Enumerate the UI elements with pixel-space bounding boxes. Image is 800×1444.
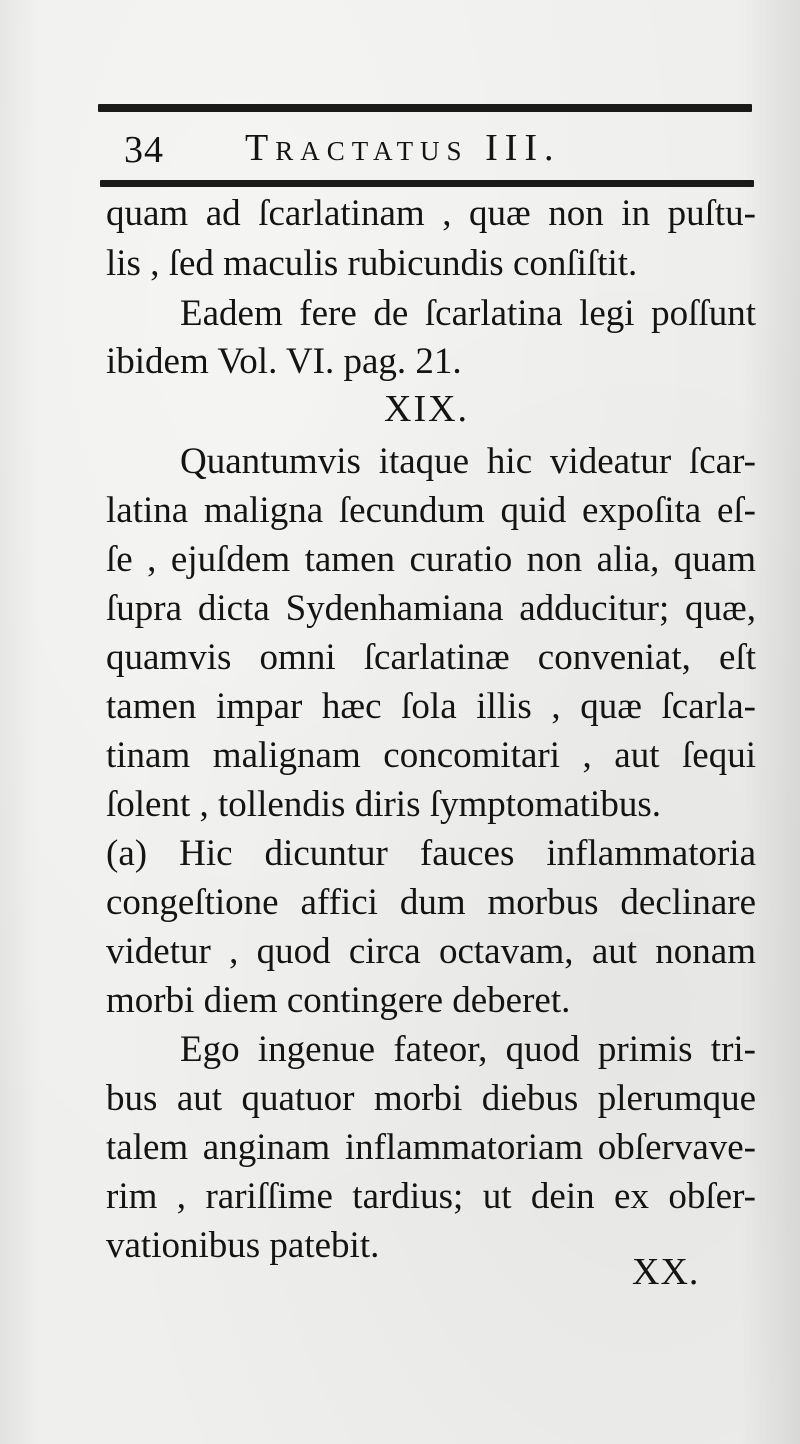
text-line: talem anginam inflammatoriam obſervave- bbox=[106, 1127, 756, 1168]
text-line: ſupra dicta Sydenhamiana adducitur; quæ, bbox=[106, 588, 756, 629]
text-line: latina maligna ſecundum quid expoſita eſ- bbox=[106, 490, 756, 531]
page-number: 34 bbox=[124, 129, 164, 171]
text-line: quamvis omni ſcarlatinæ conveniat, eſt bbox=[106, 637, 756, 678]
footnote-line: congeſtione affici dum morbus declinare bbox=[106, 882, 756, 923]
footnote-line: videtur , quod circa octavam, aut nonam bbox=[106, 931, 756, 972]
section-numeral: XIX. bbox=[384, 388, 470, 430]
footnote-line: (a) Hic dicuntur fauces inflammatoria bbox=[106, 833, 756, 874]
text-line: tamen impar hæc ſola illis , quæ ſcarla- bbox=[106, 686, 756, 727]
text-line: Ego ingenue fateor, quod primis tri- bbox=[180, 1029, 756, 1070]
text-line: Eadem fere de ſcarlatina legi poſſunt bbox=[180, 293, 756, 334]
catchword: XX. bbox=[632, 1251, 700, 1293]
running-head: Tractatus III. bbox=[245, 127, 561, 169]
text-line: bus aut quatuor morbi diebus plerumque bbox=[106, 1078, 756, 1119]
footnote-line: morbi diem contingere deberet. bbox=[106, 980, 571, 1021]
text-line: ibidem Vol. VI. pag. 21. bbox=[106, 341, 462, 382]
header-rule-bottom bbox=[100, 180, 754, 187]
text-line: Quantumvis itaque hic videatur ſcar- bbox=[180, 441, 756, 482]
text-line: rim , rariſſime tardius; ut dein ex obſer- bbox=[106, 1176, 756, 1217]
text-line: quam ad ſcarlatinam , quæ non in puſtu- bbox=[106, 193, 756, 234]
text-line: ſe , ejuſdem tamen curatio non alia, quam bbox=[106, 539, 756, 580]
header-rule-top bbox=[98, 104, 752, 112]
text-line: vationibus patebit. bbox=[106, 1225, 380, 1266]
text-line: tinam malignam concomitari , aut ſequi bbox=[106, 735, 756, 776]
text-line: ſolent , tollendis diris ſymptomatibus. bbox=[106, 784, 661, 825]
page-header bbox=[100, 120, 750, 176]
text-line: lis , ſed maculis rubicundis conſiſtit. bbox=[106, 243, 638, 284]
